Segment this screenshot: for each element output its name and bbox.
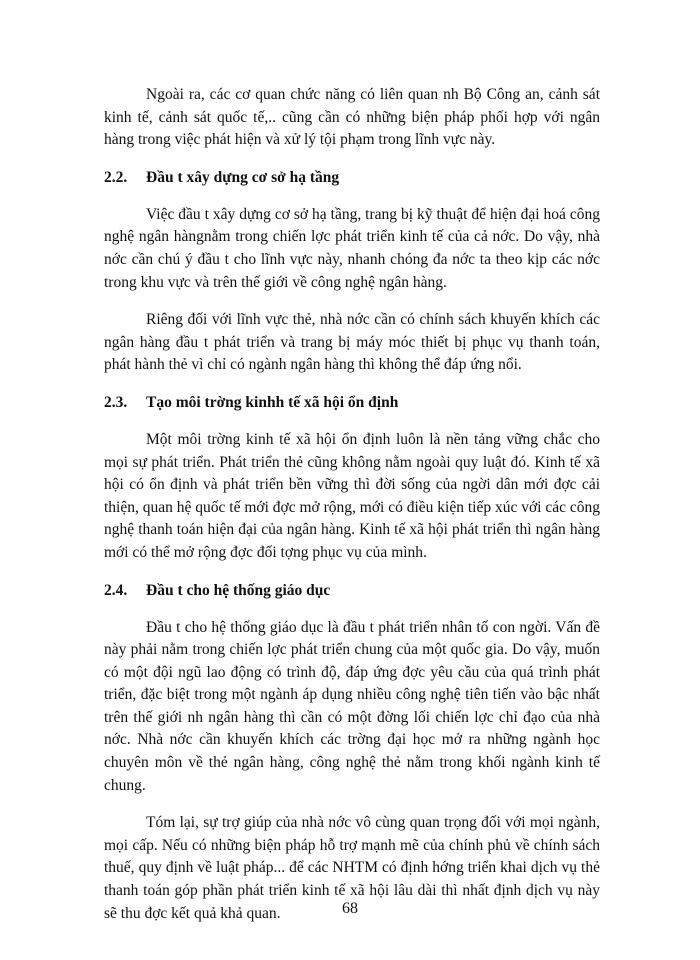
paragraph-stable-economy: Một môi trờng kinh tế xã hội ổn định luôn là nền tảng vững chắc cho mọi sự phát triển. Phát triển thẻ cũng không nằm ngoài quy luật đó. Kinh tế xã hội có ổn định và phát triển bền vững thì đời sống của ngời dân mới đợc cải thiện, quan hệ quốc tế mới đợc mở rộng, mới có điều kiện tiếp xúc với các công nghệ thanh toán hiện đại của ngân hàng. Kinh tế xã hội phát triển thì ngân hàng mới có thể mở rộng đợc đối tợng phục vụ của mình. — [104, 430, 600, 561]
paragraph-conclusion: Tóm lại, sự trợ giúp của nhà nớc vô cùng quan trọng đối với mọi ngành, mọi cấp. Nếu có những biện pháp hỗ trợ mạnh mẽ của chính phủ về chính sách thuế, quy định về luật pháp... để các NHTM có định hớng triển khai dịch vụ thẻ thanh toán góp phần phát triển kinh tế xã hội lâu dài thì nhất định dịch vụ này sẽ thu đợc kết quả khả quan. — [104, 814, 600, 922]
paragraph-card-sector: Riêng đối với lĩnh vực thẻ, nhà nớc cần có chính sách khuyến khích các ngân hàng đầu t phát triển và trang bị máy móc thiết bị phục vụ thanh toán, phát hành thẻ vì chỉ có ngành ngân hàng thì không thể đáp ứng nổi. — [104, 311, 600, 374]
section-number: 2.2. — [104, 168, 128, 186]
page-number: 68 — [342, 900, 358, 917]
section-heading-2-4 — [104, 580, 600, 602]
section-title: Đầu t xây dựng cơ sở hạ tầng — [146, 168, 340, 186]
section-title: Tạo môi trờng kinhh tế xã hội ổn định — [146, 393, 399, 411]
section-heading-2-3 — [104, 392, 600, 414]
section-heading-2-2 — [104, 167, 600, 189]
section-title: Đầu t cho hệ thống giáo dục — [146, 581, 331, 599]
paragraph-education: Đầu t cho hệ thống giáo dục là đầu t phát triển nhân tố con ngời. Vấn đề này phải nằm trong chiến lợc phát triển chung của một quốc gia. Do vậy, muốn có một đội ngũ lao động có trình độ, đáp ứng đợc yêu cầu của quá trình phát triển, đặc biệt trong một ngành áp dụng nhiều công nghệ tiên tiến vào bậc nhất trên thế giới nh ngân hàng thì cần có một đờng lối chiến lợc chỉ đạo của nhà nớc. Nhà nớc cần khuyến khích các trờng đại học mở ra những ngành học chuyên môn về thẻ ngân hàng, công nghệ thẻ nằm trong khối ngành kinh tế chung. — [104, 618, 600, 794]
section-number: 2.3. — [104, 393, 128, 411]
paragraph-police-coordination: Ngoài ra, các cơ quan chức năng có liên quan nh Bộ Công an, cảnh sát kinh tế, cảnh sát quốc tế,.. cũng cần có những biện pháp phối hợp với ngân hàng trong việc phát hiện và xử lý tội phạm trong lĩnh vực này. — [104, 86, 600, 149]
page-body — [104, 84, 600, 940]
section-number: 2.4. — [104, 581, 128, 599]
paragraph-infrastructure: Việc đầu t xây dựng cơ sở hạ tầng, trang bị kỹ thuật để hiện đại hoá công nghệ ngân hàngnằm trong chiến lợc phát triển kinh tế của cả nớc. Do vậy, nhà nớc cần chú ý đầu t cho lĩnh vực này, nhanh chóng đa nớc ta theo kịp các nớc trong khu vực và trên thế giới về công nghệ ngân hàng. — [104, 205, 600, 291]
